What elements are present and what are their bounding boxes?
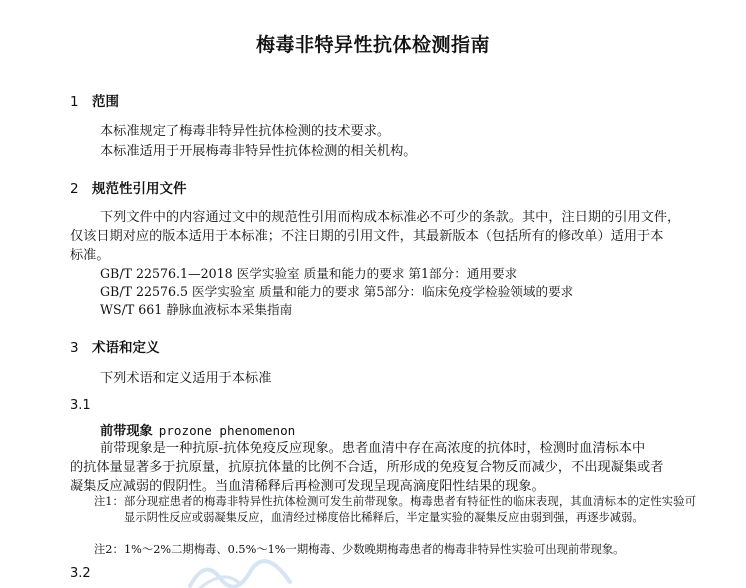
section-title: 范围: [92, 94, 119, 110]
section-title: 术语和定义: [92, 340, 160, 356]
paragraph-line: 标准。: [70, 248, 110, 263]
note-label: 注1：: [94, 495, 124, 508]
document-title: 梅毒非特异性抗体检测指南: [255, 34, 490, 56]
definition-line: 凝集反应减弱的假阴性。当血清稀释后再检测可发现呈现高滴度阳性结果的现象。: [70, 479, 545, 494]
paragraph-line: 下列术语和定义适用于本标准: [100, 371, 272, 386]
paragraph-line: 本标准规定了梅毒非特异性抗体检测的技术要求。: [100, 124, 391, 139]
term-number: 3.1: [70, 398, 91, 413]
definition-line: 前带现象是一种抗原-抗体免疫反应现象。患者血清中存在高浓度的抗体时，检测时血清标本中: [100, 441, 646, 456]
term-chinese: 前带现象: [100, 424, 153, 439]
section-1-heading: [70, 90, 119, 110]
section-3-heading: [70, 336, 160, 356]
paragraph-line: 下列文件中的内容通过文中的规范性引用而构成本标准必不可少的条款。其中，注日期的引用文件，: [100, 210, 681, 225]
definition-line: 的抗体量显著多于抗原量，抗原抗体量的比例不合适，所形成的免疫复合物反而减少，不出现凝集或者: [70, 460, 664, 475]
term-heading: [100, 420, 295, 439]
section-number: 2: [70, 181, 79, 197]
reference-item: GB/T 22576.5 医学实验室 质量和能力的要求 第5部分：临床免疫学检验领域的要求: [100, 284, 574, 299]
note-1: [94, 494, 698, 526]
section-title: 规范性引用文件: [92, 181, 187, 197]
note-label: 注2：: [94, 543, 124, 556]
section-number: 1: [70, 94, 79, 110]
note-text: 部分现症患者的梅毒非特异性抗体检测可发生前带现象。梅毒患者有特征性的临床表现，其血清标本的定性实验可显示阴性反应或弱凝集反应，血清经过梯度倍比稀释后，半定量实验的凝集反应由弱到强，再逐步减弱。: [124, 495, 696, 524]
section-number: 3: [70, 340, 79, 356]
note-text: 1%～2%二期梅毒、0.5%～1%一期梅毒、少数晚期梅毒患者的梅毒非特异性实验可出现前带现象。: [124, 543, 625, 556]
section-2-heading: [70, 177, 187, 197]
paragraph-line: 本标准适用于开展梅毒非特异性抗体检测的相关机构。: [100, 144, 417, 159]
reference-item: WS/T 661 静脉血液标本采集指南: [100, 302, 293, 317]
paragraph-line: 仅该日期对应的版本适用于本标准；不注日期的引用文件，其最新版本（包括所有的修改单）适用于本: [70, 229, 664, 244]
term-english: prozone phenomenon: [158, 423, 296, 438]
reference-item: GB/T 22576.1—2018 医学实验室 质量和能力的要求 第1部分：通用要求: [100, 266, 518, 281]
term-number: 3.2: [70, 566, 91, 581]
watermark-graphic: [180, 548, 300, 588]
